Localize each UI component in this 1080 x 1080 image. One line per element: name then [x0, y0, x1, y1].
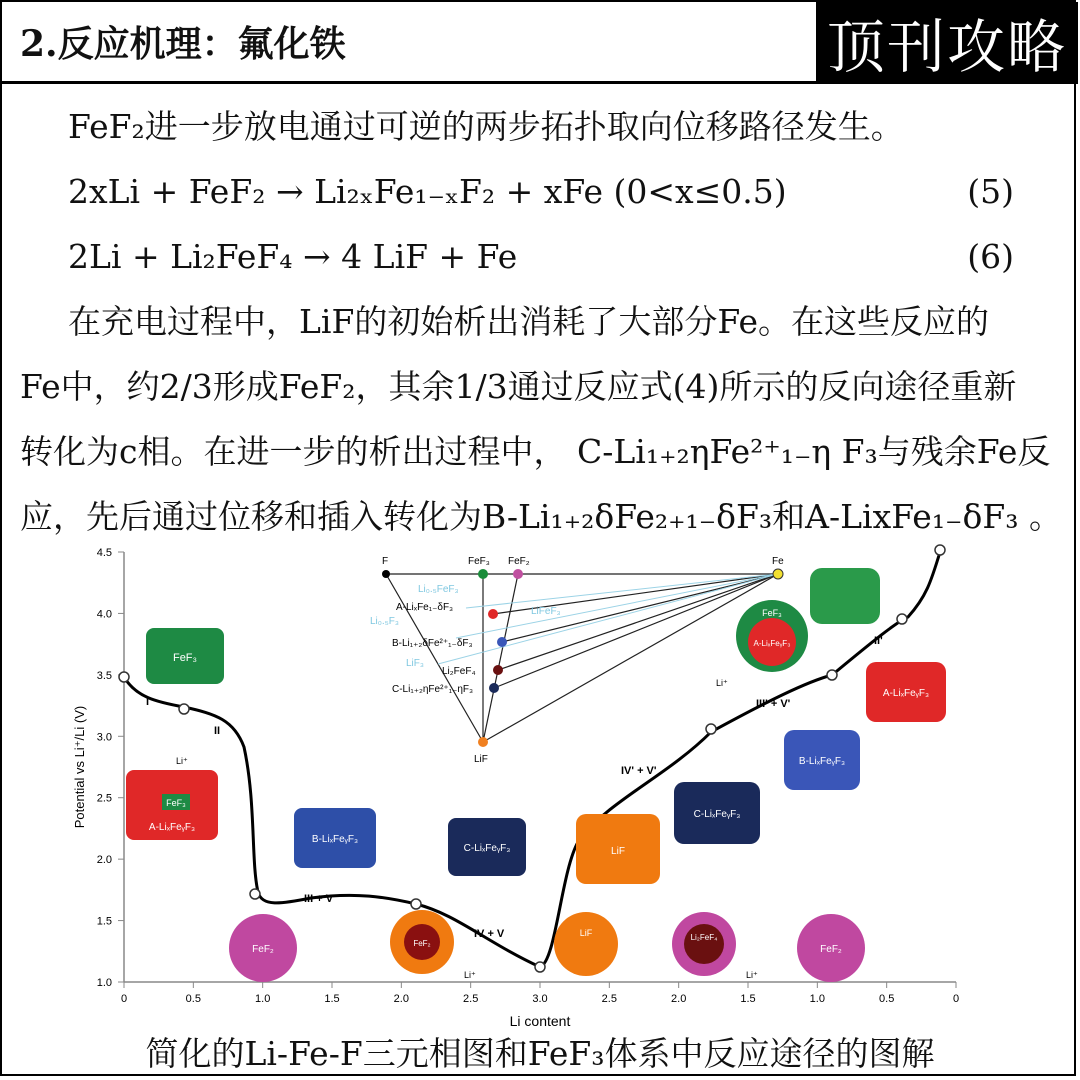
x-ticks	[121, 982, 959, 1005]
phase-label: A-LiₓFeᵧF₃	[882, 688, 930, 699]
x-tick-label: 1.0	[809, 993, 825, 1005]
ternary-label: Li₀.₅F₃	[370, 616, 399, 627]
header	[2, 2, 1078, 84]
equation-6-number: (6)	[967, 237, 1014, 276]
x-tick-label: 0.5	[185, 993, 201, 1005]
equation-5	[20, 159, 1064, 224]
paragraph-2-line-1: 在充电过程中，LiF的初始析出消耗了大部分Fe。在这些反应的	[68, 302, 989, 341]
ternary-node	[478, 569, 488, 579]
phase-label: Li⁺	[176, 756, 188, 766]
curve-marker	[411, 899, 421, 909]
ternary-node	[478, 737, 488, 747]
y-tick-label: 1.5	[96, 915, 112, 928]
phase-label: FeF₂	[820, 944, 842, 955]
particle-a-phase-charge	[866, 662, 946, 722]
phase-label: LiF	[579, 928, 593, 938]
x-tick-label: 0	[120, 993, 128, 1005]
stage-label: III' + V'	[756, 698, 791, 710]
y-tick-label: 4.5	[96, 547, 112, 559]
equation-6-text: 2Li + Li₂FeF₄ → 4 LiF + Fe	[68, 237, 518, 276]
curve-marker	[897, 614, 907, 624]
x-axis-label: Li content	[509, 1013, 571, 1029]
ternary-label: Fe	[772, 556, 784, 567]
phase-label: FeF₂	[252, 944, 274, 955]
x-tick-label: 2.0	[671, 993, 687, 1005]
x-tick-label: 2.5	[463, 993, 479, 1005]
section-title: 2.反应机理：氟化铁	[20, 23, 346, 65]
stage-label: I	[146, 696, 150, 708]
stage-label: III + V	[304, 893, 334, 905]
ternary-node	[513, 569, 523, 579]
ternary-node	[488, 609, 498, 619]
ternary-label: LiFeF₃	[531, 606, 561, 617]
phase-label: FeF₂	[413, 939, 431, 948]
y-tick-label: 2.0	[96, 854, 112, 867]
particle-core-shell	[716, 600, 808, 688]
phase-label: Li⁺	[746, 970, 758, 980]
curve-marker	[119, 672, 129, 682]
reaction-pathway-figure	[66, 542, 986, 1030]
ternary-label: LiF	[474, 754, 488, 765]
phase-label: FeF₃	[166, 798, 186, 808]
phase-label: Li₂FeF₄	[690, 933, 718, 942]
ternary-label: F	[382, 556, 389, 567]
paragraph-2-line-2: Fe中，约2/3形成FeF₂，其余1/3通过反应式(4)所示的反向途径重新	[20, 367, 1017, 406]
phase-label: C-LiₓFeᵧF₃	[463, 843, 511, 854]
phase-label: LiF	[611, 846, 625, 857]
ternary-node	[493, 665, 503, 675]
stage-label: IV' + V'	[621, 765, 657, 777]
y-axis-label: Potential vs Li⁺/Li (V)	[72, 705, 87, 829]
body-text	[20, 94, 1064, 549]
x-tick-label: 2.5	[601, 993, 617, 1005]
equation-5-text: 2xLi + FeF₂ → Li₂ₓFe₁₋ₓF₂ + xFe (0<x≤0.5)	[68, 172, 787, 211]
stage-label: II'	[874, 635, 883, 647]
phase-label: B-LiₓFeᵧF₃	[311, 834, 359, 845]
figure-caption: 简化的Li-Fe-F三元相图和FeF₃体系中反应途径的图解	[145, 1034, 935, 1073]
y-tick-label: 1.0	[96, 977, 112, 989]
brand-badge: 顶刊攻略	[816, 2, 1078, 82]
particle-c-phase	[448, 818, 526, 876]
ternary-label: Li₂FeF₄	[442, 666, 476, 677]
equation-6	[20, 224, 1064, 289]
particle-fef2-circles	[229, 910, 865, 982]
curve-marker	[250, 889, 260, 899]
phase-label: A-LiₓFeᵧF₃	[148, 822, 196, 833]
y-tick-label: 3.5	[96, 669, 112, 682]
y-tick-label: 3.0	[96, 731, 112, 744]
y-tick-label: 4.0	[96, 608, 112, 621]
ternary-node	[773, 569, 783, 579]
ternary-node	[382, 570, 390, 578]
particle-green-red-top	[810, 568, 880, 624]
x-tick-label: 1.0	[255, 993, 271, 1005]
ternary-label: Li₀.₅FeF₃	[418, 584, 459, 595]
y-tick-label: 2.5	[96, 792, 112, 805]
x-tick-label: 1.5	[324, 993, 340, 1005]
paragraph-2-line-3: 转化为c相。在进一步的析出过程中， C-Li₁₊₂ηFe²⁺₁₋η F₃与残余Fe反	[20, 432, 1051, 471]
x-tick-label: 0.5	[879, 993, 895, 1005]
ternary-label: LiF₃	[406, 658, 424, 669]
y-ticks	[97, 547, 124, 989]
x-tick-label: 3.0	[532, 993, 548, 1005]
ternary-node	[497, 637, 507, 647]
ternary-node	[489, 683, 499, 693]
x-tick-label: 0	[952, 993, 960, 1005]
particle-b-phase	[294, 808, 376, 868]
phase-label: FeF₃	[762, 608, 782, 618]
ternary-label: B-Li₁₊₂δFe²⁺₁₋δF₃	[392, 638, 473, 649]
particle-c-phase-charge	[674, 782, 760, 844]
stage-label: II	[214, 725, 221, 737]
curve-marker	[179, 704, 189, 714]
phase-label: FeF₃	[172, 652, 198, 664]
ternary-label: A-LiₓFe₁₋δF₃	[396, 602, 454, 613]
ternary-label: C-Li₁₊₂ηFe²⁺₁₋ηF₃	[392, 684, 474, 695]
curve-marker	[935, 545, 945, 555]
equation-5-number: (5)	[967, 172, 1014, 211]
phase-label: Li⁺	[464, 970, 476, 980]
ternary-diagram	[370, 556, 784, 765]
phase-label: A-LiₓFeᵧF₃	[753, 639, 791, 648]
paragraph-2-line-4: 应，先后通过位移和插入转化为B-Li₁₊₂δFe₂₊₁₋δF₃和A-LixFe₁₋δF₃ 。	[20, 497, 1062, 536]
particle-a-phase	[126, 756, 218, 840]
particle-fef3-box	[146, 628, 224, 684]
particle-b-phase-charge	[784, 730, 860, 790]
x-tick-label: 2.0	[393, 993, 409, 1005]
ternary-label: FeF₃	[468, 556, 490, 567]
paragraph-1: FeF₂进一步放电通过可逆的两步拓扑取向位移路径发生。	[68, 107, 904, 146]
phase-label: Li⁺	[716, 678, 728, 688]
phase-label: C-LiₓFeᵧF₃	[693, 809, 741, 820]
particle-lif-mix	[576, 814, 660, 884]
x-tick-label: 1.5	[740, 993, 756, 1005]
curve-marker	[535, 962, 545, 972]
curve-marker	[827, 670, 837, 680]
ternary-label: FeF₂	[508, 556, 530, 567]
phase-label: B-LiₓFeᵧF₃	[798, 756, 846, 767]
stage-label: IV + V	[474, 928, 505, 940]
curve-marker	[706, 724, 716, 734]
